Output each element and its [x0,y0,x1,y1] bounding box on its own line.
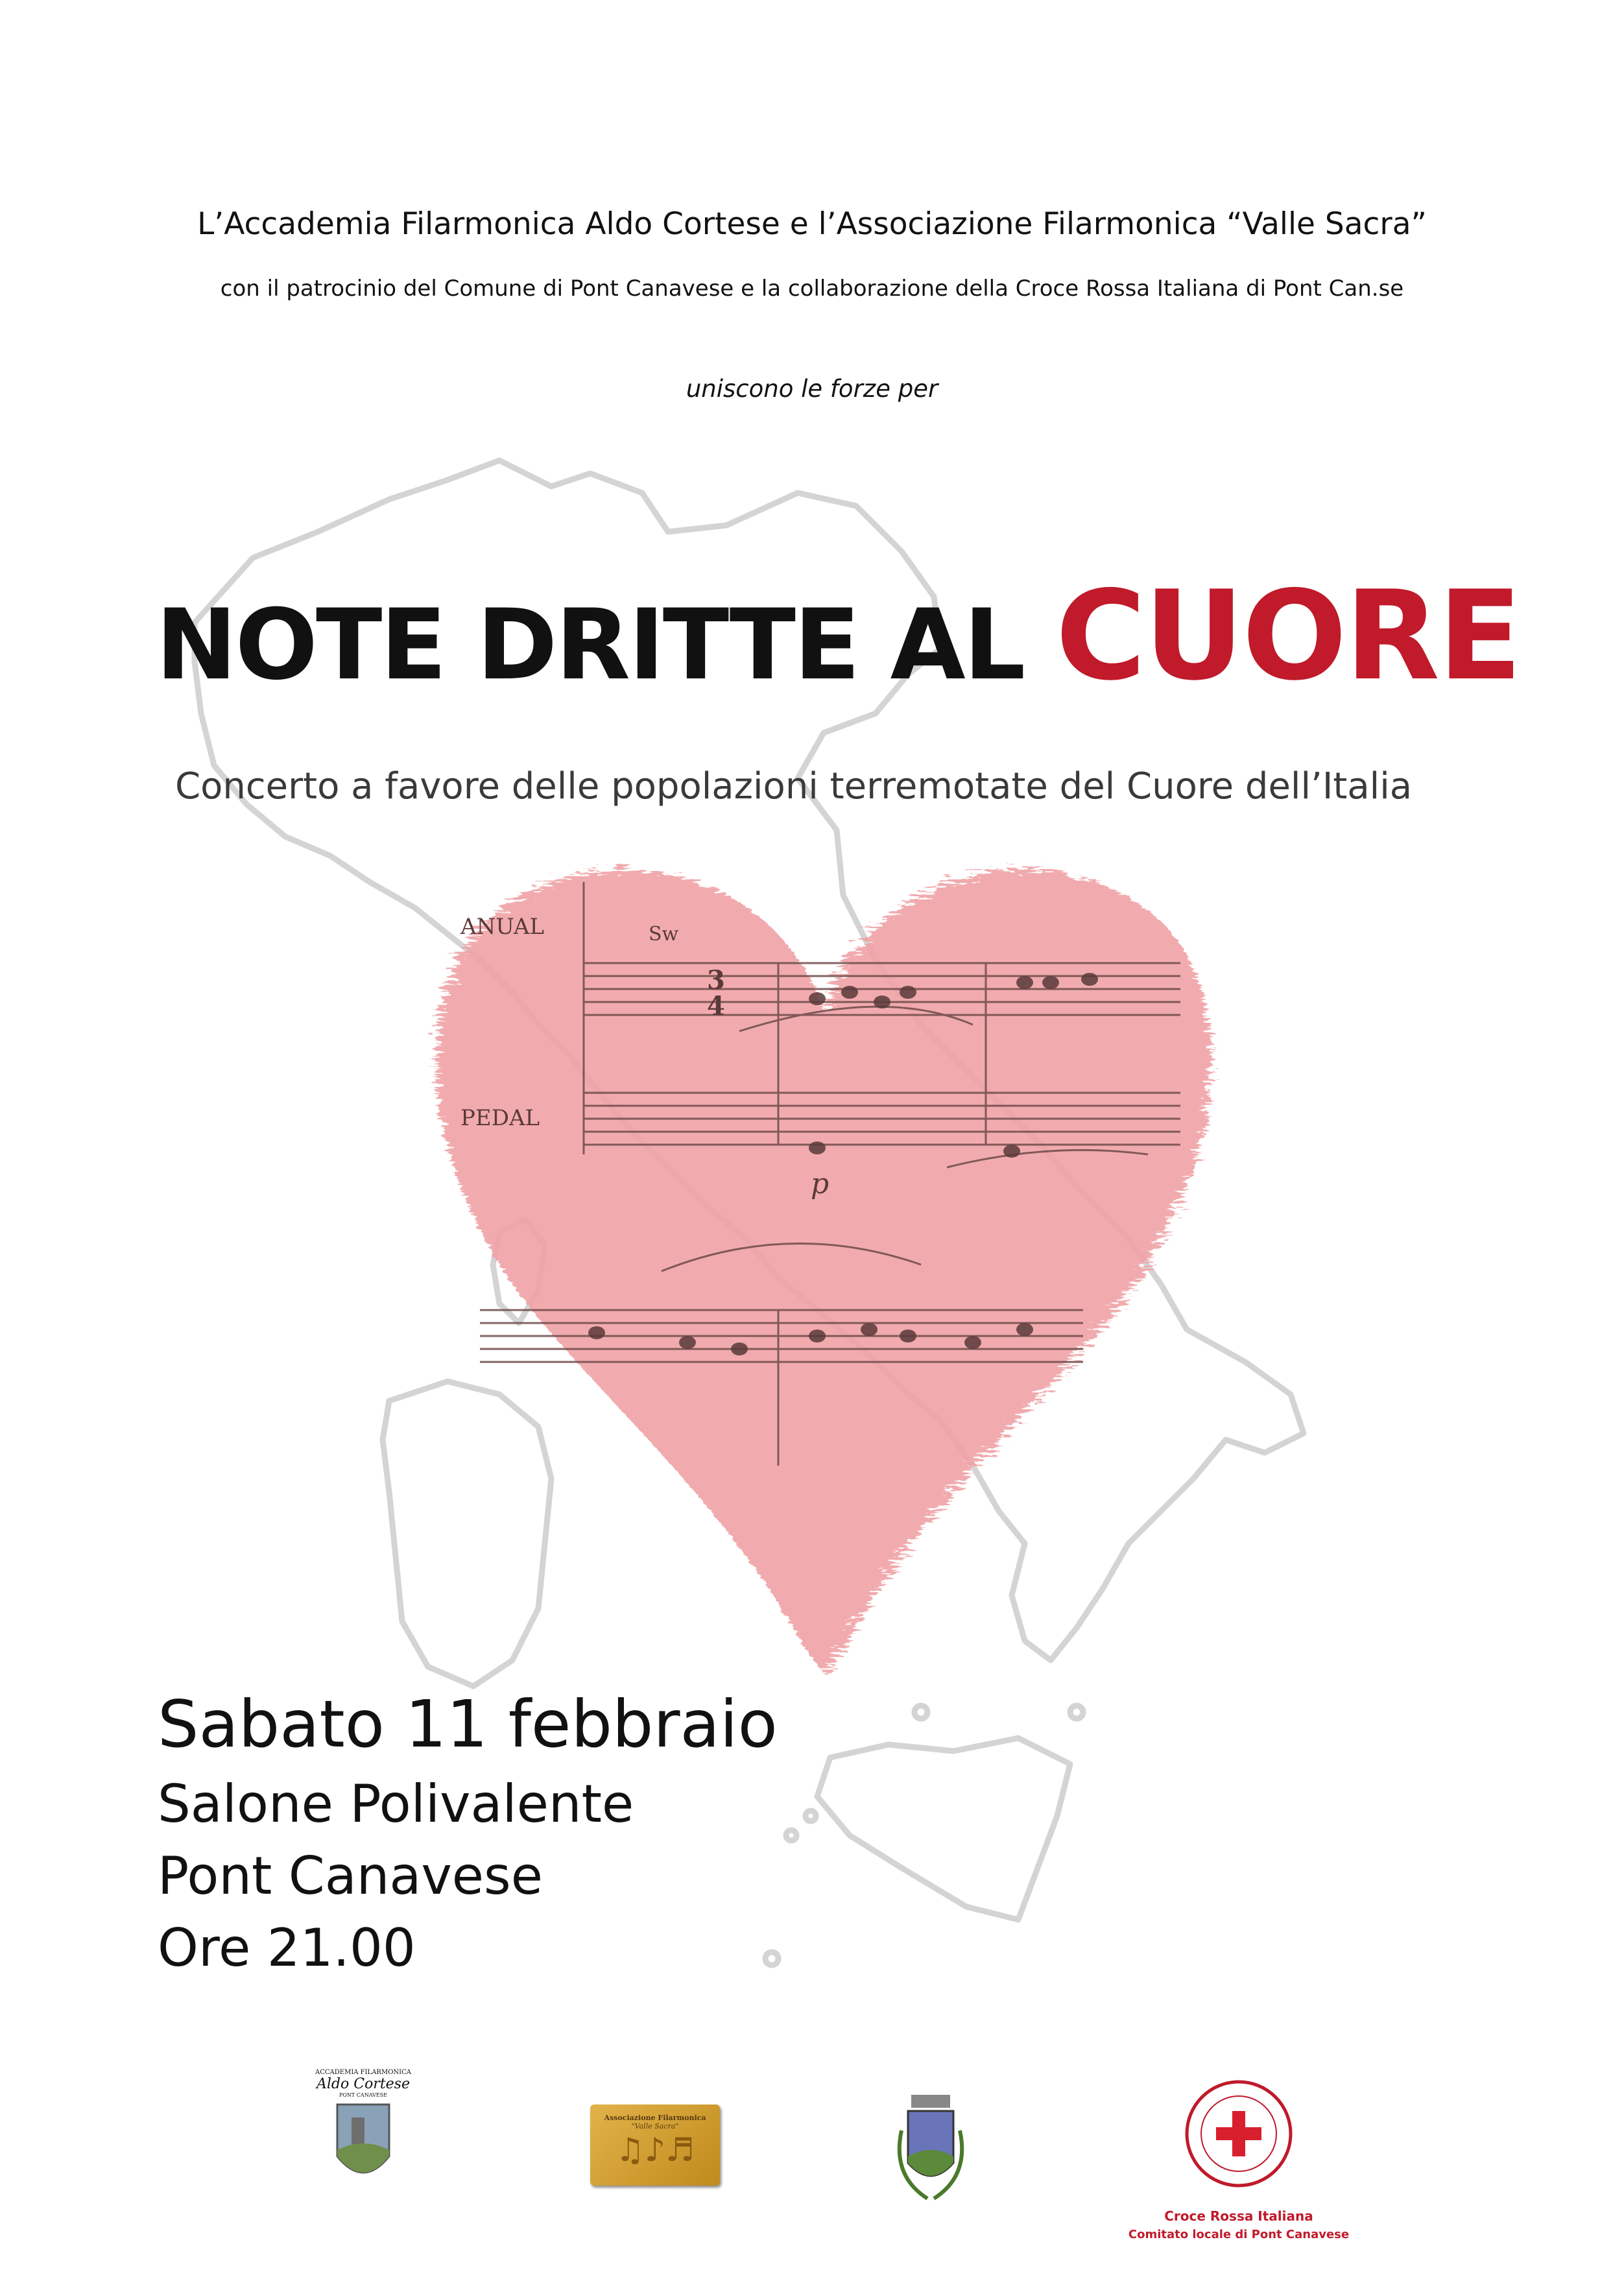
academy-logo-line2: Aldo Cortese [316,2076,410,2092]
academy-logo-line1: ACCADEMIA FILARMONICA [315,2069,411,2076]
time-sig-bottom: 4 [707,991,725,1021]
academy-logo-line3: PONT CANAVESE [339,2092,388,2098]
unite-tagline: uniscono le forze per [686,375,938,403]
academy-logo [311,2069,415,2218]
event-date: Sabato 11 febbraio [158,1686,778,1762]
heart-sheet-music [402,817,1245,1693]
manual-label: ANUAL [460,914,545,940]
red-cross-committee: Comitato locale di Pont Canavese [1128,2228,1350,2241]
valle-sacra-logo [590,2105,720,2186]
dynamic-mark: p [811,1167,830,1200]
valle-sacra-line1: Associazione Filarmonica [604,2114,706,2122]
patronage-line: con il patrocinio del Comune di Pont Canavese e la collaborazione della Croce Rossa Italiana di Pont Can.se [220,276,1404,302]
music-notes-icon: ♫♪♬ [615,2131,695,2169]
sicily-outline [817,1738,1070,1920]
event-time: Ore 21.00 [158,1918,416,1978]
red-cross-emblem-icon [1180,2075,1297,2192]
event-info [158,1686,778,1978]
comune-coat-of-arms-icon [889,2092,973,2208]
time-sig-top: 3 [707,965,725,996]
subtitle: Concerto a favore delle popolazioni terremotate del Cuore dell’Italia [175,765,1413,807]
organizers-line: L’Accademia Filarmonica Aldo Cortese e l’Associazione Filarmonica “Valle Sacra” [197,206,1427,242]
event-title [156,564,1518,708]
event-venue: Salone Polivalente [158,1774,634,1834]
swell-label: Sw [649,923,679,946]
title-part-red: CUORE [1055,564,1520,708]
event-town: Pont Canavese [158,1846,543,1906]
academy-crest-icon [311,2098,415,2195]
red-cross-name: Croce Rossa Italiana [1164,2208,1313,2224]
valle-sacra-line2: "Valle Sacra" [631,2122,679,2130]
pedal-label: PEDAL [460,1105,540,1131]
title-part-black: NOTE DRITTE AL [156,589,1056,702]
